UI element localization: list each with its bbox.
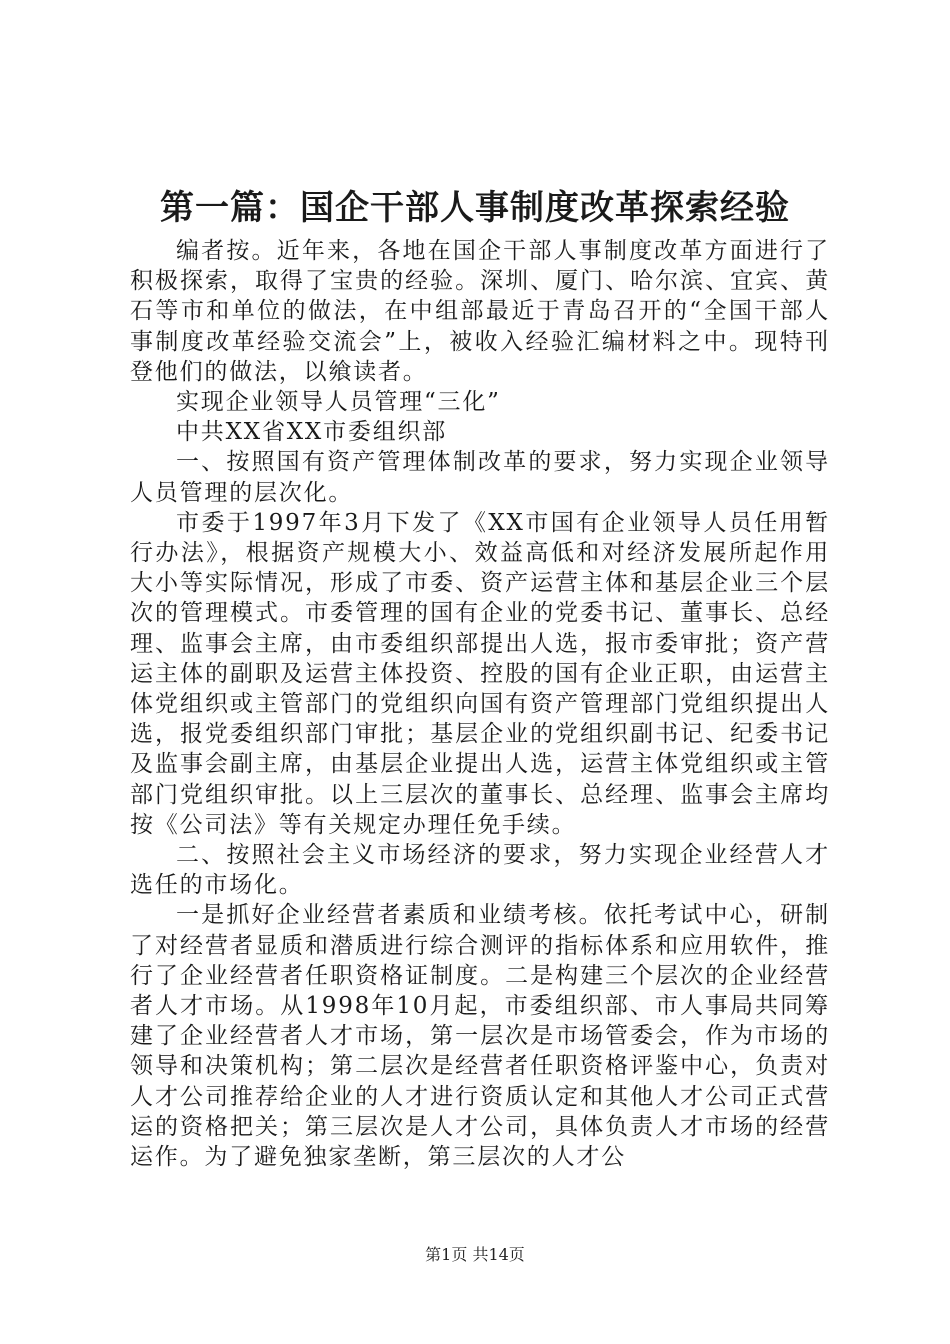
section-heading-1: 一、按照国有资产管理体制改革的要求，努力实现企业领导人员管理的层次化。 xyxy=(130,449,830,506)
section-heading-2: 二、按照社会主义市场经济的要求，努力实现企业经营人才选任的市场化。 xyxy=(130,842,830,899)
page-footer xyxy=(0,1244,950,1266)
article-author-line: 中共XX省XX市委组织部 xyxy=(176,419,448,446)
section-1-paragraph: 市委于1997年3月下发了《XX市国有企业领导人员任用暂行办法》，根据资产规模大小、效益高低和对经济发展所起作用大小等实际情况，形成了市委、资产运营主体和基层企业三个层次的管理模式。市委管理的国有企业的党委书记、董事长、总经理、监事会主席，由市委组织部提出人选，报市委审批；资产营运主体的副职及运营主体投资、控股的国有企业正职，由运营主体党组织或主管部门的党组织向国有资产管理部门党组织提出人选，报党委组织部门审批；基层企业的党组织副书记、纪委书记及监事会副主席，由基层企业提出人选，运营主体党组织或主管部门党组织审批。以上三层次的董事长、总经理、监事会主席均按《公司法》等有关规定办理任免手续。 xyxy=(130,509,830,838)
article-title-line: 实现企业领导人员管理“三化” xyxy=(176,389,501,416)
document-body xyxy=(130,236,830,1172)
document-title: 第一篇：国企干部人事制度改革探索经验 xyxy=(160,188,790,228)
page-number: 第1页 共14页 xyxy=(425,1245,525,1264)
section-2-paragraph: 一是抓好企业经营者素质和业绩考核。依托考试中心，研制了对经营者显质和潜质进行综合测评的指标体系和应用软件，推行了企业经营者任职资格证制度。二是构建三个层次的企业经营者人才市场。从1998年10月起，市委组织部、市人事局共同筹建了企业经营者人才市场，第一层次是市场管委会，作为市场的领导和决策机构；第二层次是经营者任职资格评鉴中心，负责对人才公司推荐给企业的人才进行资质认定和其他人才公司正式营运的资格把关；第三层次是人才公司，具体负责人才市场的经营运作。为了避免独家垄断，第三层次的人才公 xyxy=(130,902,830,1171)
editor-note-paragraph: 编者按。近年来，各地在国企干部人事制度改革方面进行了积极探索，取得了宝贵的经验。深圳、厦门、哈尔滨、宜宾、黄石等市和单位的做法，在中组部最近于青岛召开的“全国干部人事制度改革经验交流会”上，被收入经验汇编材料之中。现特刊登他们的做法，以飨读者。 xyxy=(130,238,830,385)
